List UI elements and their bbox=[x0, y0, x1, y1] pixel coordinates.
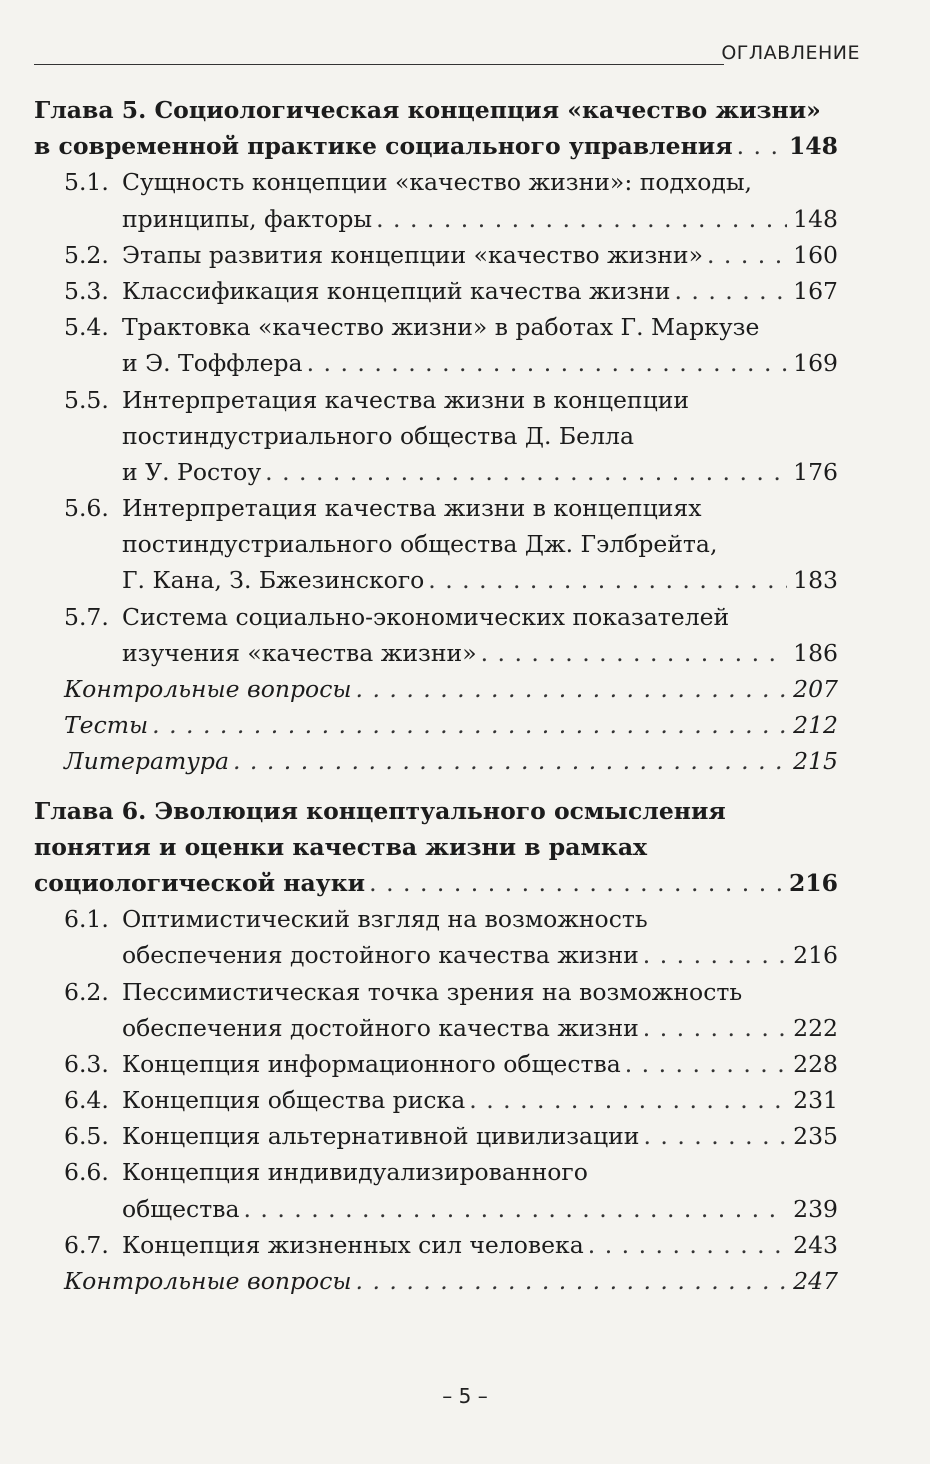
leader-dots bbox=[152, 707, 787, 743]
toc-entry: 6.1. Оптимистический взгляд на возможность bbox=[64, 905, 648, 934]
chapter-title-line: понятия и оценки качества жизни в рамках bbox=[34, 832, 648, 861]
toc-entry: 6.6. Концепция индивидуализированного bbox=[64, 1158, 588, 1187]
page-number: 247 bbox=[793, 1267, 838, 1295]
chapter-5 bbox=[34, 92, 838, 780]
page-number: 167 bbox=[793, 276, 838, 305]
toc-entry-continuation: и Э. Тоффлера . . . 169 bbox=[34, 345, 838, 381]
leader-dots bbox=[643, 1010, 787, 1046]
page-number: 239 bbox=[793, 1194, 838, 1223]
leader-dots bbox=[707, 237, 787, 273]
running-header bbox=[34, 40, 860, 70]
chapter-6 bbox=[34, 793, 838, 1300]
leader-dots bbox=[737, 128, 783, 164]
leader-dots bbox=[376, 201, 787, 237]
page-number: 148 bbox=[788, 132, 838, 161]
chapter-title-line: в современной практике социального управления . . . 148 bbox=[34, 128, 838, 164]
toc-entry: 5.6. Интерпретация качества жизни в концепциях bbox=[64, 494, 702, 523]
toc-extra-tests: Тесты . . . 212 bbox=[34, 707, 838, 743]
page-number: 186 bbox=[793, 638, 838, 667]
table-of-contents bbox=[34, 92, 838, 1299]
header-title: ОГЛАВЛЕНИЕ bbox=[721, 42, 860, 64]
page-number: 207 bbox=[793, 675, 838, 703]
page-number: 235 bbox=[793, 1122, 838, 1151]
leader-dots bbox=[356, 671, 788, 707]
leader-dots bbox=[265, 454, 787, 490]
toc-entry-continuation: изучения «качества жизни» . . . 186 bbox=[34, 635, 838, 671]
page-number: 231 bbox=[793, 1086, 838, 1115]
toc-entry-continuation: обеспечения достойного качества жизни . . . 222 bbox=[34, 1010, 838, 1046]
page-number: 176 bbox=[793, 457, 838, 486]
leader-dots bbox=[233, 743, 787, 779]
header-rule bbox=[34, 64, 724, 65]
toc-entry: 6.2. Пессимистическая точка зрения на возможность bbox=[64, 977, 743, 1006]
chapter-title-line: Глава 6. Эволюция концептуального осмысления bbox=[34, 796, 726, 825]
page-number: 215 bbox=[793, 747, 838, 776]
page-number: 228 bbox=[793, 1049, 838, 1078]
page-number: 216 bbox=[788, 868, 838, 897]
page-number: 222 bbox=[793, 1013, 838, 1042]
leader-dots bbox=[428, 562, 787, 598]
toc-entry-continuation: постиндустриального общества Дж. Гэлбрейта, bbox=[122, 530, 718, 559]
page-number: 183 bbox=[793, 566, 838, 595]
toc-entry: 6.4. Концепция общества риска . . . 231 bbox=[34, 1082, 838, 1118]
toc-entry: 6.5. Концепция альтернативной цивилизации . . . 235 bbox=[34, 1118, 838, 1154]
page-number: 148 bbox=[793, 204, 838, 233]
page-number: 212 bbox=[793, 711, 838, 740]
toc-extra-literature: Литература . . . 215 bbox=[34, 743, 838, 779]
leader-dots bbox=[356, 1263, 788, 1299]
leader-dots bbox=[469, 1082, 787, 1118]
toc-entry: 5.5. Интерпретация качества жизни в концепции bbox=[64, 385, 690, 414]
page-number: 169 bbox=[793, 349, 838, 378]
toc-entry-continuation: постиндустриального общества Д. Белла bbox=[122, 421, 634, 450]
toc-entry-continuation: и У. Ростоу . . . 176 bbox=[34, 454, 838, 490]
leader-dots bbox=[307, 345, 788, 381]
toc-entry: 5.2. Этапы развития концепции «качество жизни» . . . 160 bbox=[34, 237, 838, 273]
toc-entry: 6.3. Концепция информационного общества . . . 228 bbox=[34, 1046, 838, 1082]
leader-dots bbox=[643, 1118, 787, 1154]
toc-entry-continuation: обеспечения достойного качества жизни . . . 216 bbox=[34, 937, 838, 973]
leader-dots bbox=[674, 273, 787, 309]
toc-entry-continuation: Г. Кана, З. Бжезинского . . . 183 bbox=[34, 562, 838, 598]
toc-entry: 5.1. Сущность концепции «качество жизни»: подходы, bbox=[64, 168, 753, 197]
leader-dots bbox=[481, 635, 788, 671]
toc-entry: 5.4. Трактовка «качество жизни» в работах Г. Маркузе bbox=[64, 313, 760, 342]
toc-entry: 5.3. Классификация концепций качества жизни . . . 167 bbox=[34, 273, 838, 309]
page-footer-number: – 5 – bbox=[442, 1384, 488, 1408]
leader-dots bbox=[243, 1191, 787, 1227]
toc-extra-control-questions: Контрольные вопросы . . . 207 bbox=[34, 671, 838, 707]
toc-extra-control-questions: Контрольные вопросы . . . 247 bbox=[34, 1263, 838, 1299]
leader-dots bbox=[625, 1046, 787, 1082]
toc-entry: 5.7. Система социально-экономических показателей bbox=[64, 602, 730, 631]
toc-entry-continuation: принципы, факторы . . . 148 bbox=[34, 201, 838, 237]
chapter-title-line: Глава 5. Социологическая концепция «качество жизни» bbox=[34, 96, 821, 124]
page-number: 216 bbox=[793, 941, 838, 970]
leader-dots bbox=[588, 1227, 787, 1263]
leader-dots bbox=[643, 937, 787, 973]
toc-entry-continuation: общества . . . 239 bbox=[34, 1191, 838, 1227]
page-number: 160 bbox=[793, 240, 838, 269]
page-number: 243 bbox=[793, 1230, 838, 1259]
leader-dots bbox=[369, 865, 783, 901]
chapter-title-line: социологической науки . . . 216 bbox=[34, 865, 838, 901]
toc-entry: 6.7. Концепция жизненных сил человека . . . 243 bbox=[34, 1227, 838, 1263]
